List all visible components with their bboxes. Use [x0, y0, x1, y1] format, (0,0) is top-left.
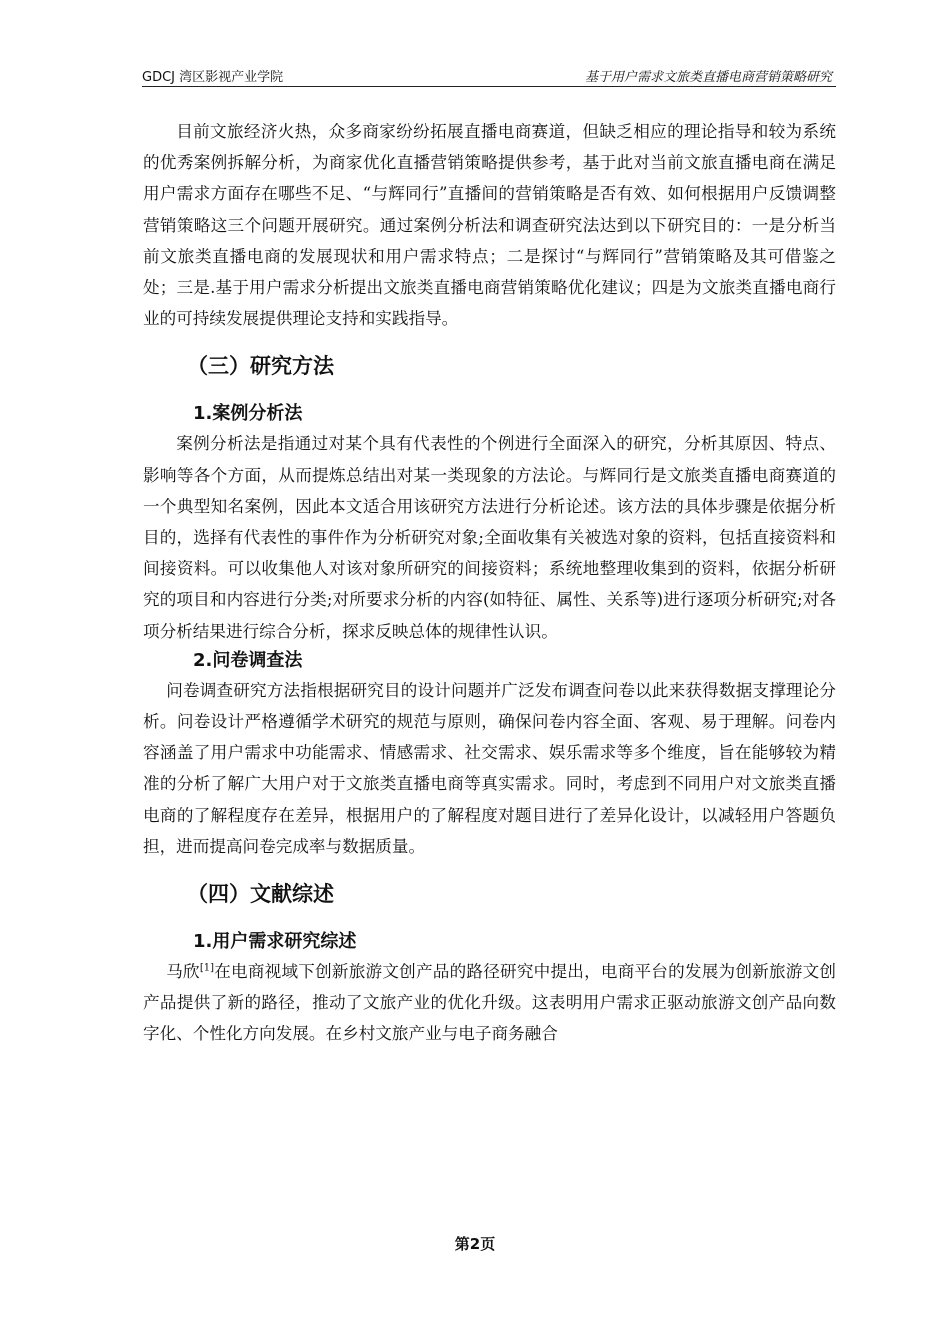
header-institution: GDCJ 湾区影视产业学院: [142, 70, 284, 85]
citation-ref[interactable]: [1]: [199, 962, 215, 974]
page-header: [142, 66, 836, 87]
page-number: 第2页: [454, 1235, 496, 1253]
subheading-survey: 2.问卷调查法: [193, 649, 303, 671]
subheading-user-needs: 1.用户需求研究综述: [193, 931, 357, 953]
paragraph-user-needs: [143, 956, 836, 1050]
paragraph-user-needs-text: 在电商视域下创新旅游文创产品的路径研究中提出，电商平台的发展为创新旅游文创产品提供了新的路径，推动了文旅产业的优化升级。这表明用户需求正驱动旅游文创产品向数字化、个性化方向发展。在乡村文旅产业与电子商务融合: [143, 962, 837, 1044]
paragraph-case-analysis: 案例分析法是指通过对某个具有代表性的个例进行全面深入的研究，分析其原因、特点、影响等各个方面，从而提炼总结出对某一类现象的方法论。与辉同行是文旅类直播电商赛道的一个典型知名案例，因此本文适合用该研究方法进行分析论述。该方法的具体步骤是依据分析目的，选择有代表性的事件作为分析研究对象;全面收集有关被选对象的资料，包括直接资料和间接资料。可以收集他人对该对象所研究的间接资料；系统地整理收集到的资料，依据分析研究的项目和内容进行分类;对所要求分析的内容(如特征、属性、关系等)进行逐项分析研究;对各项分析结果进行综合分析，探求反映总体的规律性认识。: [143, 434, 836, 641]
header-paper-title: 基于用户需求文旅类直播电商营销策略研究: [584, 70, 832, 85]
section-heading-review: （四）文献综述: [187, 882, 334, 907]
paragraph-survey: 问卷调查研究方法指根据研究目的设计问题并广泛发布调查问卷以此来获得数据支撑理论分析。问卷设计严格遵循学术研究的规范与原则，确保问卷内容全面、客观、易于理解。问卷内容涵盖了用户需求中功能需求、情感需求、社交需求、娱乐需求等多个维度，旨在能够较为精准的分析了解广大用户对于文旅类直播电商等真实需求。同时，考虑到不同用户对文旅类直播电商的了解程度存在差异，根据用户的了解程度对题目进行了差异化设计，以减轻用户答题负担，进而提高问卷完成率与数据质量。: [143, 680, 836, 856]
section-heading-methods: （三）研究方法: [187, 354, 334, 379]
cited-author: 马欣: [166, 962, 200, 982]
subheading-case-analysis: 1.案例分析法: [193, 403, 303, 425]
page-content: [143, 116, 836, 1050]
paragraph-intro: 目前文旅经济火热，众多商家纷纷拓展直播电商赛道，但缺乏相应的理论指导和较为系统的优秀案例拆解分析，为商家优化直播营销策略提供参考，基于此对当前文旅直播电商在满足用户需求方面存在哪些不足、“与辉同行”直播间的营销策略是否有效、如何根据用户反馈调整营销策略这三个问题开展研究。通过案例分析法和调查研究法达到以下研究目的：一是分析当前文旅类直播电商的发展现状和用户需求特点；二是探讨“与辉同行”营销策略及其可借鉴之处；三是.基于用户需求分析提出文旅类直播电商营销策略优化建议；四是为文旅类直播电商行业的可持续发展提供理论支持和实践指导。: [143, 122, 836, 329]
